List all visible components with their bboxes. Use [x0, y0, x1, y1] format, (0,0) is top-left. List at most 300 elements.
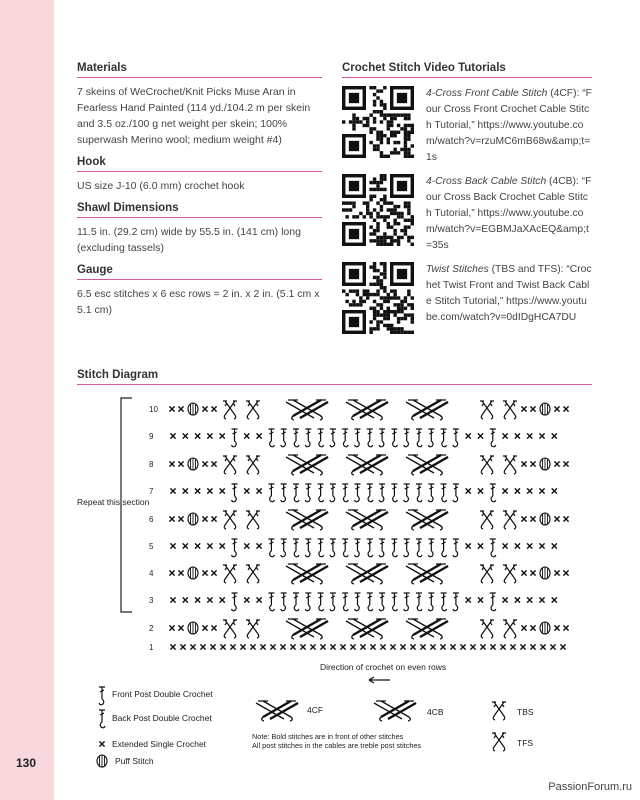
esc-stitch	[380, 644, 385, 649]
diagram-legend	[97, 687, 534, 767]
cable-stitch	[346, 619, 388, 639]
post-stitch	[428, 539, 434, 557]
post-stitch	[355, 539, 361, 557]
esc-stitch	[515, 433, 520, 438]
post-stitch	[293, 539, 299, 557]
esc-stitch	[220, 644, 225, 649]
puff-stitch	[540, 403, 550, 415]
esc-stitch	[195, 433, 200, 438]
post-stitch	[490, 484, 496, 502]
tutorial-text	[426, 174, 592, 254]
twist-stitch	[480, 620, 494, 638]
twist-stitch	[503, 511, 517, 529]
esc-stitch	[169, 516, 174, 521]
post-stitch	[330, 593, 336, 611]
post-stitch	[232, 593, 238, 611]
esc-stitch	[200, 644, 205, 649]
esc-stitch	[180, 644, 185, 649]
esc-stitch	[240, 644, 245, 649]
post-stitch	[342, 484, 348, 502]
row-number: 5	[149, 542, 154, 551]
esc-stitch	[257, 597, 262, 602]
esc-stitch	[440, 644, 445, 649]
front-post-dc-icon	[99, 687, 105, 705]
esc-stitch	[211, 625, 216, 630]
cable-stitch	[406, 619, 448, 639]
puff-stitch	[540, 458, 550, 470]
post-stitch	[490, 593, 496, 611]
tutorials-column	[342, 62, 592, 334]
esc-stitch	[527, 433, 532, 438]
esc-stitch	[207, 597, 212, 602]
puff-stitch	[188, 567, 198, 579]
esc-stitch	[280, 644, 285, 649]
esc-stitch	[211, 406, 216, 411]
esc-stitch	[554, 516, 559, 521]
twist-stitch	[223, 620, 237, 638]
esc-stitch	[260, 644, 265, 649]
post-stitch	[379, 593, 385, 611]
back-post-dc-icon	[99, 710, 105, 728]
tutorial-item	[342, 86, 592, 166]
esc-stitch	[207, 488, 212, 493]
esc-stitch	[257, 543, 262, 548]
post-stitch	[428, 429, 434, 447]
legend-esc: Extended Single Crochet	[112, 739, 207, 749]
esc-stitch	[244, 488, 249, 493]
esc-stitch	[478, 597, 483, 602]
esc-stitch	[211, 570, 216, 575]
twist-stitch	[223, 401, 237, 419]
esc-stitch	[527, 488, 532, 493]
esc-stitch	[539, 597, 544, 602]
esc-stitch	[530, 516, 535, 521]
post-stitch	[281, 484, 287, 502]
twist-stitch	[246, 401, 260, 419]
esc-stitch	[183, 488, 188, 493]
post-stitch	[453, 539, 459, 557]
hook-text: US size J-10 (6.0 mm) crochet hook	[77, 180, 245, 192]
row-number: 9	[149, 432, 154, 441]
esc-stitch	[503, 488, 508, 493]
twist-stitch	[223, 565, 237, 583]
materials-text: 7 skeins of WeCrochet/Knit Picks Muse Aran in Fearless Hand Painted (114 yd./104.2 m per skein and 3.5 oz./100 g net weight per skein; 100% superwash Merino wool; medium weight #4)	[77, 86, 311, 146]
twist-stitch	[480, 401, 494, 419]
legend-note-1: Note: Bold stitches are in front of other stitches	[252, 732, 404, 741]
esc-stitch	[466, 543, 471, 548]
stitch-rows	[169, 400, 568, 650]
esc-stitch	[478, 433, 483, 438]
esc-stitch	[370, 644, 375, 649]
esc-stitch	[530, 625, 535, 630]
esc-stitch	[460, 644, 465, 649]
page-margin-band	[0, 0, 54, 800]
esc-stitch	[539, 488, 544, 493]
twist-front-stitch-icon	[492, 733, 506, 751]
esc-stitch	[503, 543, 508, 548]
esc-stitch	[169, 625, 174, 630]
qr-code-icon[interactable]	[342, 174, 414, 246]
post-stitch	[428, 484, 434, 502]
esc-stitch	[554, 461, 559, 466]
post-stitch	[490, 539, 496, 557]
post-stitch	[441, 484, 447, 502]
post-stitch	[330, 539, 336, 557]
specs-column	[77, 62, 322, 318]
diagram-heading: Stitch Diagram	[77, 369, 592, 385]
puff-stitch	[188, 622, 198, 634]
esc-stitch	[554, 625, 559, 630]
page-number: 130	[16, 756, 37, 770]
esc-stitch	[466, 488, 471, 493]
stitch-diagram	[77, 392, 592, 777]
post-stitch	[391, 539, 397, 557]
esc-stitch	[530, 461, 535, 466]
esc-stitch	[466, 597, 471, 602]
post-stitch	[232, 484, 238, 502]
tutorial-item	[342, 262, 592, 334]
cross-front-cable-icon	[256, 701, 298, 721]
esc-stitch	[478, 488, 483, 493]
direction-arrow-icon	[369, 677, 390, 683]
post-stitch	[367, 484, 373, 502]
cable-stitch	[346, 564, 388, 584]
esc-stitch	[178, 625, 183, 630]
cable-stitch	[346, 455, 388, 475]
row-number: 4	[149, 569, 154, 578]
twist-stitch	[223, 456, 237, 474]
post-stitch	[281, 593, 287, 611]
esc-stitch	[515, 488, 520, 493]
cable-stitch	[286, 400, 328, 420]
tutorial-title: 4-Cross Front Cable Stitch	[426, 88, 548, 99]
post-stitch	[232, 429, 238, 447]
cable-stitch	[286, 510, 328, 530]
post-stitch	[342, 593, 348, 611]
esc-stitch	[510, 644, 515, 649]
cable-stitch	[346, 400, 388, 420]
esc-stitch	[552, 597, 557, 602]
post-stitch	[330, 429, 336, 447]
post-stitch	[318, 539, 324, 557]
esc-stitch	[207, 433, 212, 438]
tutorials-heading: Crochet Stitch Video Tutorials	[342, 62, 592, 78]
esc-stitch	[211, 516, 216, 521]
row-number: 1	[149, 643, 154, 652]
post-stitch	[428, 593, 434, 611]
esc-stitch	[563, 406, 568, 411]
esc-stitch	[169, 406, 174, 411]
esc-stitch	[178, 516, 183, 521]
twist-stitch	[503, 620, 517, 638]
esc-stitch	[230, 644, 235, 649]
esc-stitch	[554, 570, 559, 575]
legend-tbs: TBS	[517, 707, 534, 717]
puff-stitch	[540, 567, 550, 579]
qr-code-icon[interactable]	[342, 86, 414, 158]
esc-stitch	[521, 625, 526, 630]
post-stitch	[391, 593, 397, 611]
cable-stitch	[406, 455, 448, 475]
esc-stitch	[515, 543, 520, 548]
post-stitch	[379, 539, 385, 557]
legend-fpdc: Front Post Double Crochet	[112, 689, 213, 699]
twist-stitch	[246, 565, 260, 583]
tutorial-description: (TBS and TFS): “Crochet Twist Front and Twist Back Cable Stitch Tutorial,” https://www.youtube.com/watch?v=0dIDgHCA7DU	[426, 264, 592, 323]
esc-stitch	[521, 570, 526, 575]
esc-stitch	[202, 406, 207, 411]
post-stitch	[416, 593, 422, 611]
post-stitch	[367, 593, 373, 611]
dimensions-text: 11.5 in. (29.2 cm) wide by 55.5 in. (141 cm) long (excluding tassels)	[77, 226, 301, 254]
esc-stitch	[210, 644, 215, 649]
esc-stitch	[560, 644, 565, 649]
direction-label: Direction of crochet on even rows	[320, 662, 447, 672]
esc-stitch	[300, 644, 305, 649]
cable-stitch	[406, 400, 448, 420]
esc-stitch	[169, 570, 174, 575]
post-stitch	[391, 484, 397, 502]
esc-stitch	[220, 488, 225, 493]
esc-stitch	[195, 488, 200, 493]
twist-stitch	[503, 401, 517, 419]
esc-stitch	[470, 644, 475, 649]
esc-stitch	[503, 433, 508, 438]
esc-stitch	[170, 488, 175, 493]
esc-stitch	[169, 461, 174, 466]
twist-back-stitch-icon	[492, 702, 506, 720]
post-stitch	[355, 429, 361, 447]
cable-stitch	[286, 619, 328, 639]
esc-stitch	[170, 543, 175, 548]
esc-stitch	[310, 644, 315, 649]
esc-stitch	[207, 543, 212, 548]
esc-stitch	[202, 570, 207, 575]
esc-stitch	[244, 597, 249, 602]
row-number: 2	[149, 624, 154, 633]
esc-stitch	[178, 461, 183, 466]
esc-stitch	[257, 488, 262, 493]
esc-stitch	[244, 543, 249, 548]
post-stitch	[330, 484, 336, 502]
esc-stitch	[195, 597, 200, 602]
twist-stitch	[246, 620, 260, 638]
esc-stitch	[250, 644, 255, 649]
esc-stitch	[220, 543, 225, 548]
esc-stitch	[521, 461, 526, 466]
post-stitch	[342, 429, 348, 447]
post-stitch	[305, 593, 311, 611]
post-stitch	[232, 539, 238, 557]
watermark: PassionForum.ru	[548, 781, 632, 793]
post-stitch	[268, 429, 274, 447]
legend-bpdc: Back Post Double Crochet	[112, 713, 212, 723]
post-stitch	[318, 593, 324, 611]
esc-stitch	[178, 570, 183, 575]
esc-stitch	[520, 644, 525, 649]
post-stitch	[404, 429, 410, 447]
esc-stitch	[410, 644, 415, 649]
esc-stitch	[490, 644, 495, 649]
twist-stitch	[223, 511, 237, 529]
cross-back-cable-icon	[374, 701, 416, 721]
post-stitch	[453, 593, 459, 611]
twist-stitch	[246, 511, 260, 529]
tutorial-description: (4CB): “Four Cross Back Crochet Cable Stitch Tutorial,” https://www.youtube.com/watch?v=EGBMJaXAcEQ&amp;t=35s	[426, 176, 592, 251]
post-stitch	[281, 429, 287, 447]
esc-stitch	[183, 433, 188, 438]
post-stitch	[268, 484, 274, 502]
puff-stitch	[188, 403, 198, 415]
esc-stitch	[527, 597, 532, 602]
cable-stitch	[406, 564, 448, 584]
esc-stitch	[563, 570, 568, 575]
esc-stitch	[530, 570, 535, 575]
esc-stitch	[552, 433, 557, 438]
row-number: 7	[149, 487, 154, 496]
post-stitch	[318, 484, 324, 502]
extended-sc-icon	[99, 741, 104, 746]
row-number: 10	[149, 405, 158, 414]
puff-stitch-icon	[97, 755, 107, 767]
post-stitch	[441, 539, 447, 557]
legend-4cb: 4CB	[427, 707, 444, 717]
tutorial-description: (4CF): “Four Cross Front Crochet Cable Stitch Tutorial,” https://www.youtube.com/watch?v=rzuMC6mB68w&amp;t=1s	[426, 88, 592, 163]
esc-stitch	[530, 406, 535, 411]
post-stitch	[404, 539, 410, 557]
esc-stitch	[202, 516, 207, 521]
post-stitch	[404, 593, 410, 611]
esc-stitch	[290, 644, 295, 649]
cable-stitch	[346, 510, 388, 530]
row-numbers	[149, 405, 158, 652]
esc-stitch	[257, 433, 262, 438]
esc-stitch	[552, 488, 557, 493]
esc-stitch	[530, 644, 535, 649]
dimensions-heading: Shawl Dimensions	[77, 202, 322, 218]
esc-stitch	[360, 644, 365, 649]
post-stitch	[355, 484, 361, 502]
legend-note-2: All post stitches in the cables are treble post stitches	[252, 741, 422, 750]
esc-stitch	[430, 644, 435, 649]
post-stitch	[379, 429, 385, 447]
puff-stitch	[188, 458, 198, 470]
esc-stitch	[390, 644, 395, 649]
post-stitch	[490, 429, 496, 447]
row-number: 8	[149, 460, 154, 469]
puff-stitch	[188, 513, 198, 525]
esc-stitch	[183, 543, 188, 548]
esc-stitch	[527, 543, 532, 548]
esc-stitch	[420, 644, 425, 649]
esc-stitch	[521, 406, 526, 411]
cable-stitch	[286, 455, 328, 475]
tutorial-title: 4-Cross Back Cable Stitch	[426, 176, 547, 187]
tutorial-text	[426, 86, 592, 166]
esc-stitch	[400, 644, 405, 649]
esc-stitch	[270, 644, 275, 649]
tutorial-item	[342, 174, 592, 254]
esc-stitch	[550, 644, 555, 649]
esc-stitch	[563, 461, 568, 466]
post-stitch	[318, 429, 324, 447]
post-stitch	[281, 539, 287, 557]
puff-stitch	[540, 622, 550, 634]
esc-stitch	[195, 543, 200, 548]
post-stitch	[404, 484, 410, 502]
post-stitch	[305, 539, 311, 557]
post-stitch	[379, 484, 385, 502]
esc-stitch	[450, 644, 455, 649]
repeat-label: Repeat this section	[77, 497, 150, 507]
post-stitch	[305, 429, 311, 447]
post-stitch	[391, 429, 397, 447]
tutorial-title: Twist Stitches	[426, 264, 489, 275]
esc-stitch	[190, 644, 195, 649]
tutorial-text	[426, 262, 592, 334]
cable-stitch	[406, 510, 448, 530]
row-number: 3	[149, 596, 154, 605]
esc-stitch	[552, 543, 557, 548]
esc-stitch	[202, 461, 207, 466]
post-stitch	[416, 539, 422, 557]
twist-stitch	[246, 456, 260, 474]
esc-stitch	[220, 597, 225, 602]
esc-stitch	[220, 433, 225, 438]
esc-stitch	[340, 644, 345, 649]
post-stitch	[441, 429, 447, 447]
esc-stitch	[170, 597, 175, 602]
row-number: 6	[149, 515, 154, 524]
qr-code-icon[interactable]	[342, 262, 414, 334]
post-stitch	[367, 539, 373, 557]
materials-heading: Materials	[77, 62, 322, 78]
post-stitch	[268, 539, 274, 557]
post-stitch	[293, 429, 299, 447]
post-stitch	[305, 484, 311, 502]
esc-stitch	[183, 597, 188, 602]
post-stitch	[453, 484, 459, 502]
post-stitch	[367, 429, 373, 447]
twist-stitch	[503, 565, 517, 583]
esc-stitch	[330, 644, 335, 649]
esc-stitch	[500, 644, 505, 649]
esc-stitch	[466, 433, 471, 438]
twist-stitch	[480, 565, 494, 583]
esc-stitch	[539, 433, 544, 438]
post-stitch	[355, 593, 361, 611]
post-stitch	[268, 593, 274, 611]
esc-stitch	[554, 406, 559, 411]
esc-stitch	[244, 433, 249, 438]
esc-stitch	[480, 644, 485, 649]
puff-stitch	[540, 513, 550, 525]
esc-stitch	[563, 516, 568, 521]
post-stitch	[342, 539, 348, 557]
cable-stitch	[286, 564, 328, 584]
post-stitch	[416, 429, 422, 447]
legend-tfs: TFS	[517, 738, 534, 748]
esc-stitch	[178, 406, 183, 411]
esc-stitch	[170, 644, 175, 649]
gauge-text: 6.5 esc stitches x 6 esc rows = 2 in. x 2 in. (5.1 cm x 5.1 cm)	[77, 288, 320, 316]
esc-stitch	[563, 625, 568, 630]
gauge-heading: Gauge	[77, 264, 322, 280]
post-stitch	[293, 593, 299, 611]
post-stitch	[453, 429, 459, 447]
esc-stitch	[478, 543, 483, 548]
esc-stitch	[170, 433, 175, 438]
